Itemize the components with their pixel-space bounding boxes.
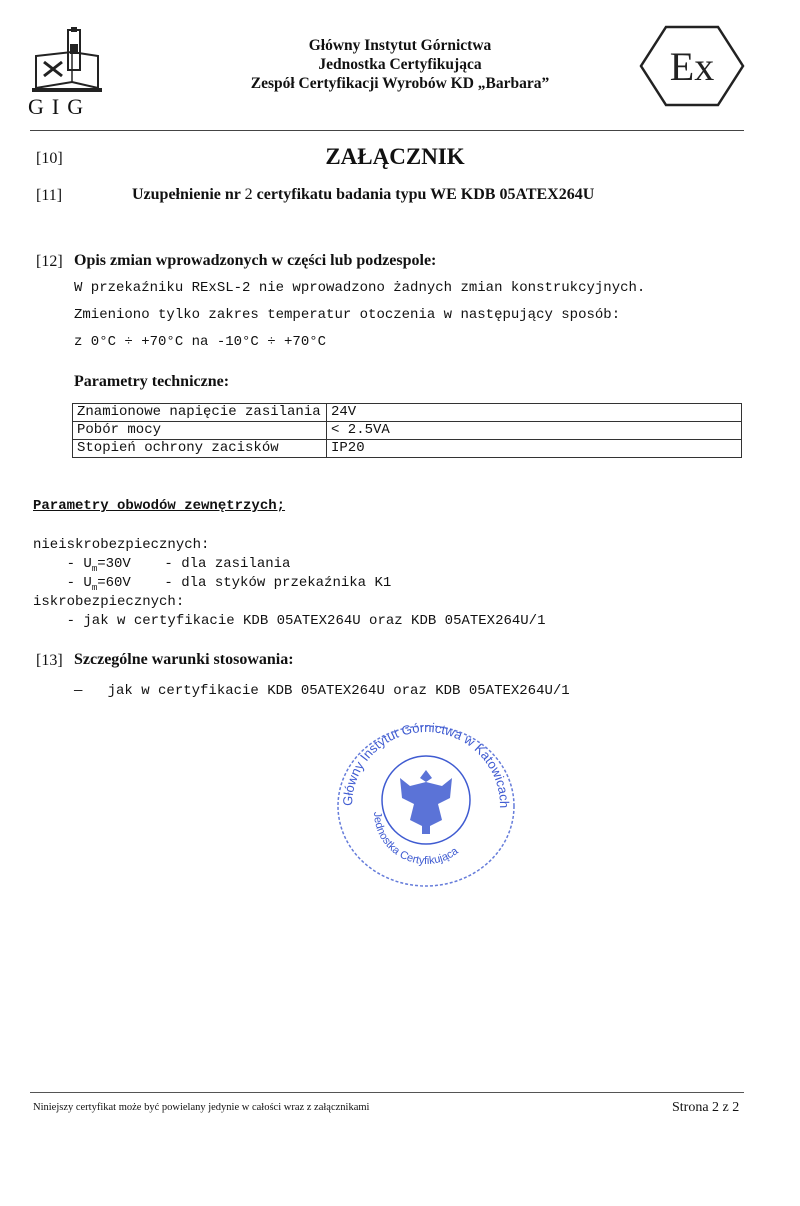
supplement-number: 2: [244, 186, 253, 203]
supplement-line: [132, 186, 594, 204]
special-conditions-heading: Szczególne warunki stosowania:: [74, 651, 294, 668]
certificate-reference: certyfikatu badania typu WE KDB 05ATEX264U: [252, 186, 595, 203]
ex-mark-icon: [638, 24, 746, 108]
tech-params-table: [72, 403, 742, 458]
stamp-outer-path: Główny Instytut Górnictwa w Katowicach: [339, 720, 513, 809]
um-60v-text: =60V - dla styków przekaźnika K1: [97, 575, 392, 591]
changes-heading: Opis zmian wprowadzonych w części lub podzespole:: [74, 252, 437, 269]
param-value: IP20: [327, 440, 742, 458]
param-label: Pobór mocy: [73, 422, 327, 440]
tech-params-heading: Parametry techniczne:: [74, 373, 230, 390]
intrinsic-cert-line: - jak w certyfikacie KDB 05ATEX264U oraz KDB 05ATEX264U/1: [33, 613, 546, 629]
changes-line: z 0°C ÷ +70°C na -10°C ÷ +70°C: [74, 334, 327, 350]
supplement-text: Uzupełnienie nr: [132, 186, 245, 203]
ex-mark-text: Ex: [669, 44, 715, 89]
um-prefix: - U: [33, 556, 92, 572]
section-10-number: [10]: [36, 150, 63, 167]
section-13-number: [13]: [36, 652, 63, 669]
institution-name: Główny Instytut Górnictwa: [308, 37, 492, 54]
institution-header: [210, 36, 590, 93]
param-value: 24V: [327, 404, 742, 422]
footer-note: Niniejszy certyfikat może być powielany jedynie w całości wraz z załącznikami: [33, 1102, 370, 1113]
page-number: Strona 2 z 2: [672, 1100, 740, 1115]
param-label: Stopień ochrony zacisków: [73, 440, 327, 458]
page-title: ZAŁĄCZNIK: [325, 144, 465, 169]
external-circuits-heading: Parametry obwodów zewnętrzych;: [33, 498, 286, 514]
changes-line: W przekaźniku RExSL-2 nie wprowadzono żadnych zmian konstrukcyjnych.: [74, 280, 646, 296]
certification-stamp: [330, 720, 522, 892]
table-row: [73, 422, 742, 440]
certification-team: Zespół Certyfikacji Wyrobów KD „Barbara”: [250, 75, 550, 92]
um-subscript: m: [91, 582, 98, 593]
intrinsic-label: iskrobezpiecznych:: [33, 594, 185, 610]
um-subscript: m: [91, 563, 98, 574]
certification-unit: Jednostka Certyfikująca: [318, 56, 482, 73]
param-label: Znamionowe napięcie zasilania: [73, 404, 327, 422]
table-row: [73, 440, 742, 458]
um-prefix: - U: [33, 575, 92, 591]
section-11-number: [11]: [36, 187, 63, 204]
footer-divider: [30, 1092, 744, 1093]
special-conditions-line: — jak w certyfikacie KDB 05ATEX264U oraz KDB 05ATEX264U/1: [74, 683, 570, 699]
non-intrinsic-label: nieiskrobezpiecznych:: [33, 537, 210, 553]
table-row: [73, 404, 742, 422]
gig-logo-text: GIG: [28, 94, 92, 119]
um-30v-text: =30V - dla zasilania: [97, 556, 291, 572]
param-value: < 2.5VA: [327, 422, 742, 440]
header-divider: [30, 130, 744, 131]
changes-line: Zmieniono tylko zakres temperatur otoczenia w następujący sposób:: [74, 307, 621, 323]
stamp-inner-path: Jednostka Certyfikująca: [370, 811, 461, 868]
section-12-number: [12]: [36, 253, 63, 270]
